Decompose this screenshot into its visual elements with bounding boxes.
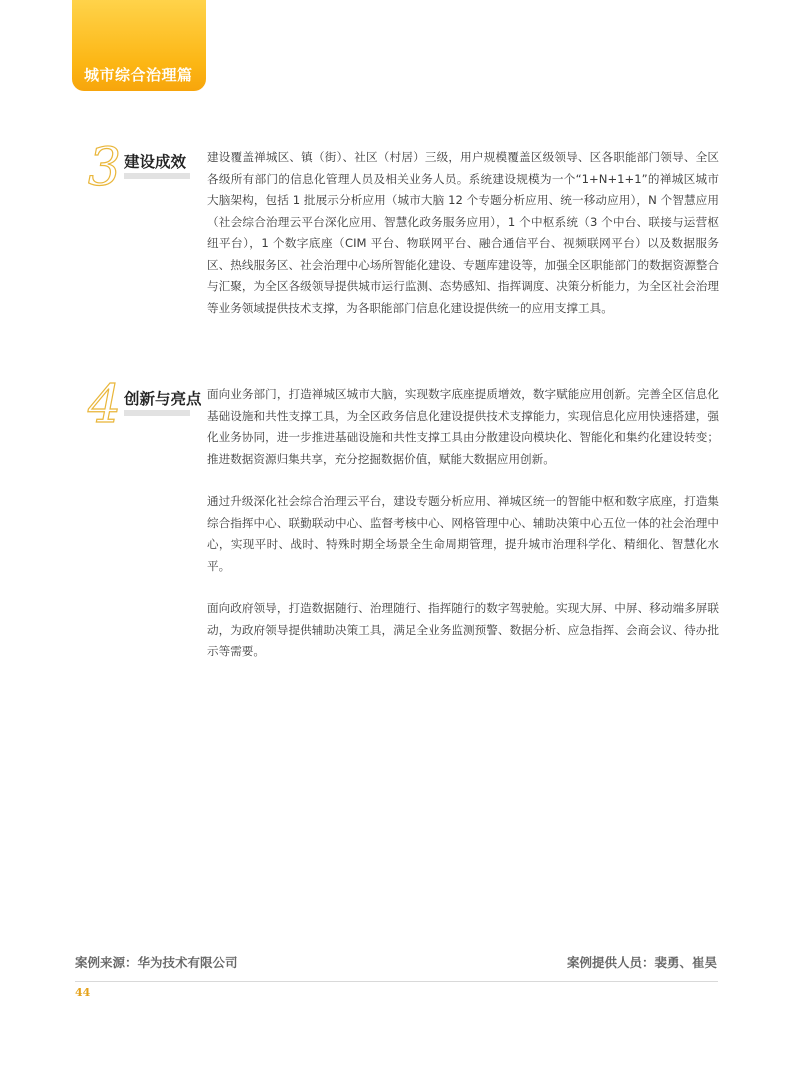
paragraph: 通过升级深化社会综合治理云平台，建设专题分析应用、禅城区统一的智能中枢和数字底座，打造集综合指挥中心、联勤联动中心、监督考核中心、网格管理中心、辅助决策中心五位一体的社会治理中心，实现平时、战时、特殊时期全场景全生命周期管理，提升城市治理科学化、精细化、智慧化水平。 [207,494,719,573]
chapter-tab [72,0,206,91]
section-body [207,147,719,319]
case-source: 案例来源：华为技术有限公司 [75,955,238,970]
chapter-title: 城市综合治理篇 [84,66,193,84]
page-number: 44 [75,986,91,999]
paragraph: 面向政府领导，打造数据随行、治理随行、指挥随行的数字驾驶舱。实现大屏、中屏、移动端多屏联动，为政府领导提供辅助决策工具，满足全业务监测预警、数据分析、应急指挥、会商会议、待办批示等需要。 [207,601,719,658]
heading-underline [124,410,190,416]
section-number: 4 [88,375,122,435]
case-provider: 案例提供人员：裴勇、崔昊 [566,955,717,970]
heading-underline [124,173,190,179]
section-heading [76,375,202,437]
section-title: 建设成效 [124,153,187,171]
section-number: 3 [88,138,122,198]
paragraph: 面向业务部门，打造禅城区城市大脑，实现数字底座提质增效，数字赋能应用创新。完善全区信息化基础设施和共性支撑工具，为全区政务信息化建设提供技术支撑能力，实现信息化应用快速搭建，强化业务协同，进一步推进基础设施和共性支撑工具由分散建设向模块化、智能化和集约化建设转变；推进数据资源归集共享，充分挖掘数据价值，赋能大数据应用创新。 [207,387,719,466]
section-body [207,384,719,663]
section-heading [76,138,190,200]
paragraph: 建设覆盖禅城区、镇（街）、社区（村居）三级，用户规模覆盖区级领导、区各职能部门领导、全区各级所有部门的信息化管理人员及相关业务人员。系统建设规模为一个“1+N+1+1”的禅城区城市大脑架构，包括 1 批展示分析应用（城市大脑 12 个专题分析应用、统一移动应用），N 个智慧应用（社会综合治理云平台深化应用、智慧化政务服务应用），1 个中枢系统（3 个中台、联接与运营枢纽平台），1 个数字底座（CIM 平台、物联网平台、融合通信平台、视频联网平台）以及数据服务区、热线服务区、社会治理中心场所智能化建设、专题库建设等，加强全区职能部门的数据资源整合与汇聚，为全区各级领导提供城市运行监测、态势感知、指挥调度、决策分析能力，为全区社会治理等业务领域提供技术支撑，为各职能部门信息化建设提供统一的应用支撑工具。 [207,150,719,315]
section-title: 创新与亮点 [124,390,202,408]
footer-divider [75,981,718,982]
